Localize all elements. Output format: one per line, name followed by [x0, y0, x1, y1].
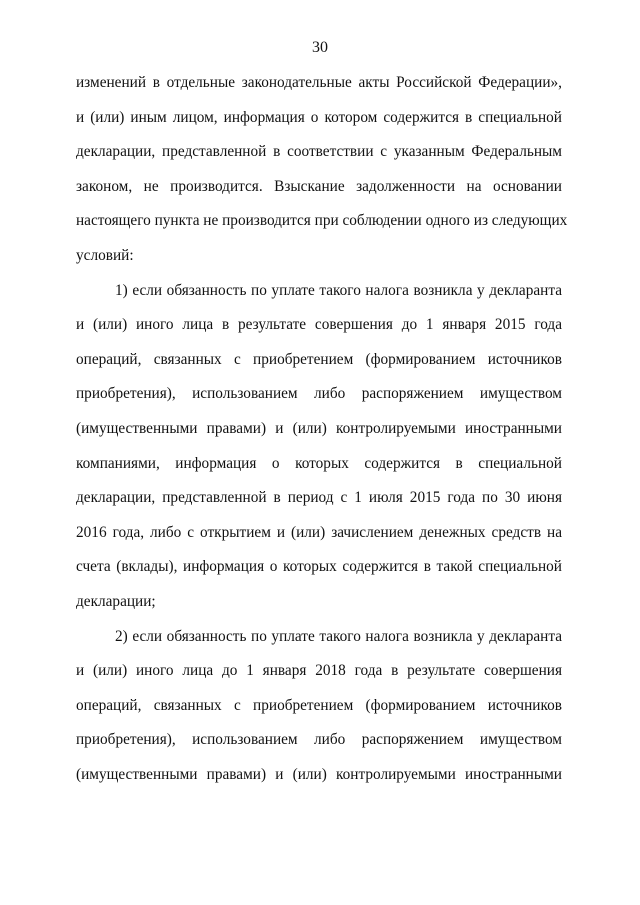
text-line: 2) если обязанность по уплате такого налога возникла у декларанта: [115, 627, 562, 645]
text-line: и (или) иного лица до 1 января 2018 года в результате совершения: [76, 662, 562, 680]
page-number: 30: [312, 39, 328, 56]
text-line: декларации, представленной в соответствии с указанным Федеральным: [76, 143, 562, 161]
text-line: приобретения), использованием либо распоряжением имуществом: [76, 731, 562, 749]
text-line: (имущественными правами) и (или) контролируемыми иностранными: [76, 765, 562, 783]
text-line: и (или) иного лица в результате совершения до 1 января 2015 года: [76, 316, 562, 334]
text-line: операций, связанных с приобретением (формированием источников: [76, 696, 562, 714]
text-line: счета (вклады), информация о которых содержится в такой специальной: [76, 558, 562, 576]
text-line: декларации;: [76, 592, 156, 610]
text-line: и (или) иным лицом, информация о котором содержится в специальной: [76, 108, 562, 126]
text-line: изменений в отдельные законодательные акты Российской Федерации»,: [76, 74, 562, 91]
text-line: компаниями, информация о которых содержится в специальной: [76, 454, 562, 472]
text-line: условий:: [76, 246, 134, 264]
text-line: декларации, представленной в период с 1 июля 2015 года по 30 июня: [76, 489, 562, 507]
text-line: операций, связанных с приобретением (формированием источников: [76, 350, 562, 368]
text-line: (имущественными правами) и (или) контролируемыми иностранными: [76, 419, 562, 437]
body-text: [76, 72, 568, 798]
text-line: 2016 года, либо с открытием и (или) зачислением денежных средств на: [76, 523, 562, 541]
text-line: настоящего пункта не производится при соблюдении одного из следующих: [76, 212, 568, 230]
text-line: 1) если обязанность по уплате такого налога возникла у декларанта: [115, 281, 562, 299]
text-line: законом, не производится. Взыскание задолженности на основании: [76, 177, 562, 195]
text-line: приобретения), использованием либо распоряжением имуществом: [76, 385, 562, 403]
